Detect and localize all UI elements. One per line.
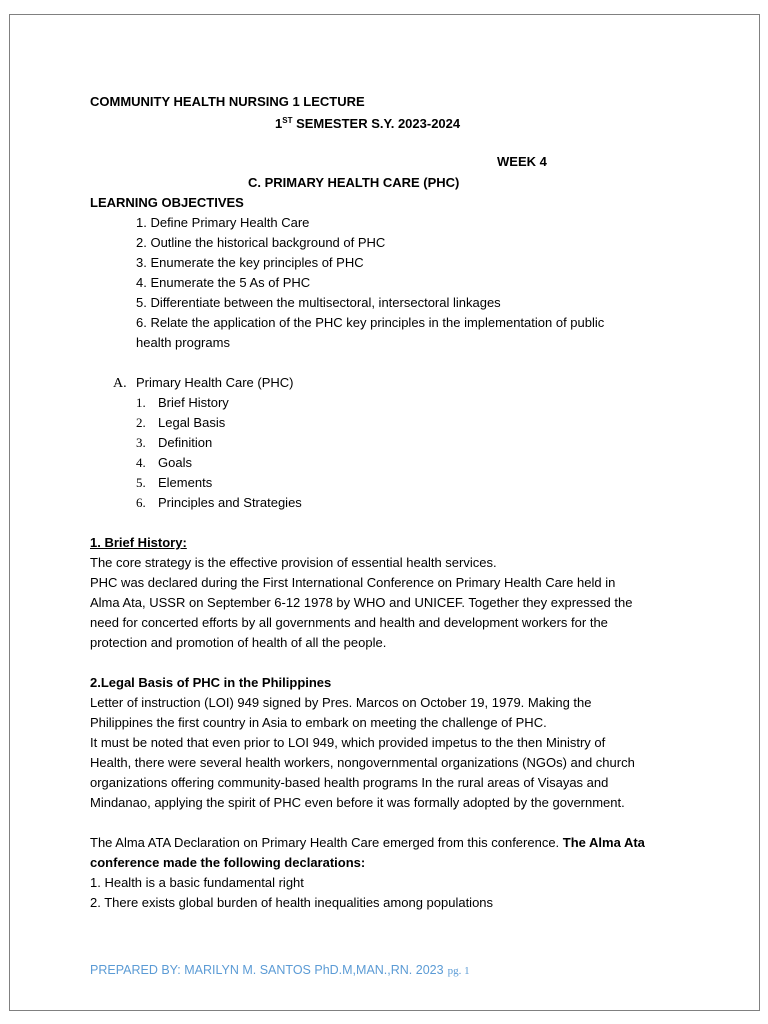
outline-title: Primary Health Care (PHC) — [136, 375, 294, 390]
paragraph-line: Mindanao, applying the spirit of PHC even before it was formally adopted by the government. — [90, 795, 625, 810]
paragraph-line: Alma Ata, USSR on September 6-12 1978 by WHO and UNICEF. Together they expressed the — [90, 595, 633, 610]
objective-item-continuation: health programs — [136, 335, 230, 350]
blank-line — [90, 813, 730, 833]
outline-item-label: Definition — [158, 435, 213, 450]
paragraph-line: Health, there were several health workers, nongovernmental organizations (NGOs) and church — [90, 755, 635, 770]
outline-item — [90, 473, 730, 493]
objective-item: 4. Enumerate the 5 As of PHC — [136, 275, 311, 290]
course-title: COMMUNITY HEALTH NURSING 1 LECTURE — [90, 94, 365, 109]
semester-ordinal-suffix: ST — [282, 116, 293, 125]
paragraph-line: organizations offering community-based health programs In the rural areas of Visayas and — [90, 775, 609, 790]
footer-prepared-by: PREPARED BY: MARILYN M. SANTOS PhD.M,MAN.,RN. 2023 — [90, 963, 444, 977]
outline-item-number: 4. — [136, 455, 146, 470]
blank-line — [90, 513, 730, 533]
paragraph-line: Letter of instruction (LOI) 949 signed by Pres. Marcos on October 19, 1979. Making the — [90, 695, 592, 710]
declaration-item: 1. Health is a basic fundamental right — [90, 875, 304, 890]
objective-item: 3. Enumerate the key principles of PHC — [136, 255, 364, 270]
outline-item — [90, 413, 730, 433]
footer — [90, 960, 470, 980]
alma-ata-bold-continuation: conference made the following declarations: — [90, 855, 366, 870]
outline-item-label: Goals — [158, 455, 192, 470]
semester-text: SEMESTER S.Y. 2023-2024 — [292, 116, 461, 131]
outline-heading — [90, 373, 730, 393]
brief-history-heading: 1. Brief History: — [90, 535, 187, 550]
alma-ata-bold-lead: The Alma Ata — [562, 835, 645, 850]
objective-item: 2. Outline the historical background of PHC — [136, 235, 386, 250]
outline-item-number: 6. — [136, 495, 146, 510]
paragraph-line: Philippines the first country in Asia to embark on meeting the challenge of PHC. — [90, 715, 547, 730]
blank-line — [90, 353, 730, 373]
footer-page-number: pg. 1 — [447, 965, 470, 977]
declaration-item: 2. There exists global burden of health inequalities among populations — [90, 895, 494, 910]
outline-item — [90, 493, 730, 513]
objectives-heading: LEARNING OBJECTIVES — [90, 195, 244, 210]
alma-ata-intro-line — [90, 833, 730, 853]
section-title: C. PRIMARY HEALTH CARE (PHC) — [248, 175, 460, 190]
outline-item-label: Legal Basis — [158, 415, 226, 430]
objective-item: 5. Differentiate between the multisectoral, intersectoral linkages — [136, 295, 501, 310]
paragraph-line: PHC was declared during the First International Conference on Primary Health Care held in — [90, 575, 616, 590]
semester-ordinal: 1 — [275, 116, 283, 131]
outline-item-number: 2. — [136, 415, 146, 430]
blank-line — [90, 653, 730, 673]
document-body — [90, 193, 730, 913]
outline-marker: A. — [113, 376, 127, 391]
objective-item: 1. Define Primary Health Care — [136, 215, 310, 230]
outline-item-label: Brief History — [158, 395, 229, 410]
alma-ata-intro: The Alma ATA Declaration on Primary Health Care emerged from this conference. — [90, 835, 563, 850]
outline-item-number: 5. — [136, 475, 146, 490]
outline-item-label: Principles and Strategies — [158, 495, 302, 510]
outline-item-number: 1. — [136, 395, 146, 410]
outline-item-number: 3. — [136, 435, 146, 450]
outline-item — [90, 433, 730, 453]
objective-item: 6. Relate the application of the PHC key principles in the implementation of public — [136, 315, 605, 330]
paragraph-line: It must be noted that even prior to LOI 949, which provided impetus to the then Ministry of — [90, 735, 606, 750]
semester-line — [275, 114, 460, 134]
outline-item — [90, 453, 730, 473]
legal-basis-heading: 2.Legal Basis of PHC in the Philippines — [90, 675, 332, 690]
outline-item — [90, 393, 730, 413]
paragraph-line: protection and promotion of health of all the people. — [90, 635, 387, 650]
paragraph-line: The core strategy is the effective provision of essential health services. — [90, 555, 497, 570]
week-label: WEEK 4 — [497, 154, 547, 169]
paragraph-line: need for concerted efforts by all governments and health and development workers for the — [90, 615, 608, 630]
outline-item-label: Elements — [158, 475, 213, 490]
